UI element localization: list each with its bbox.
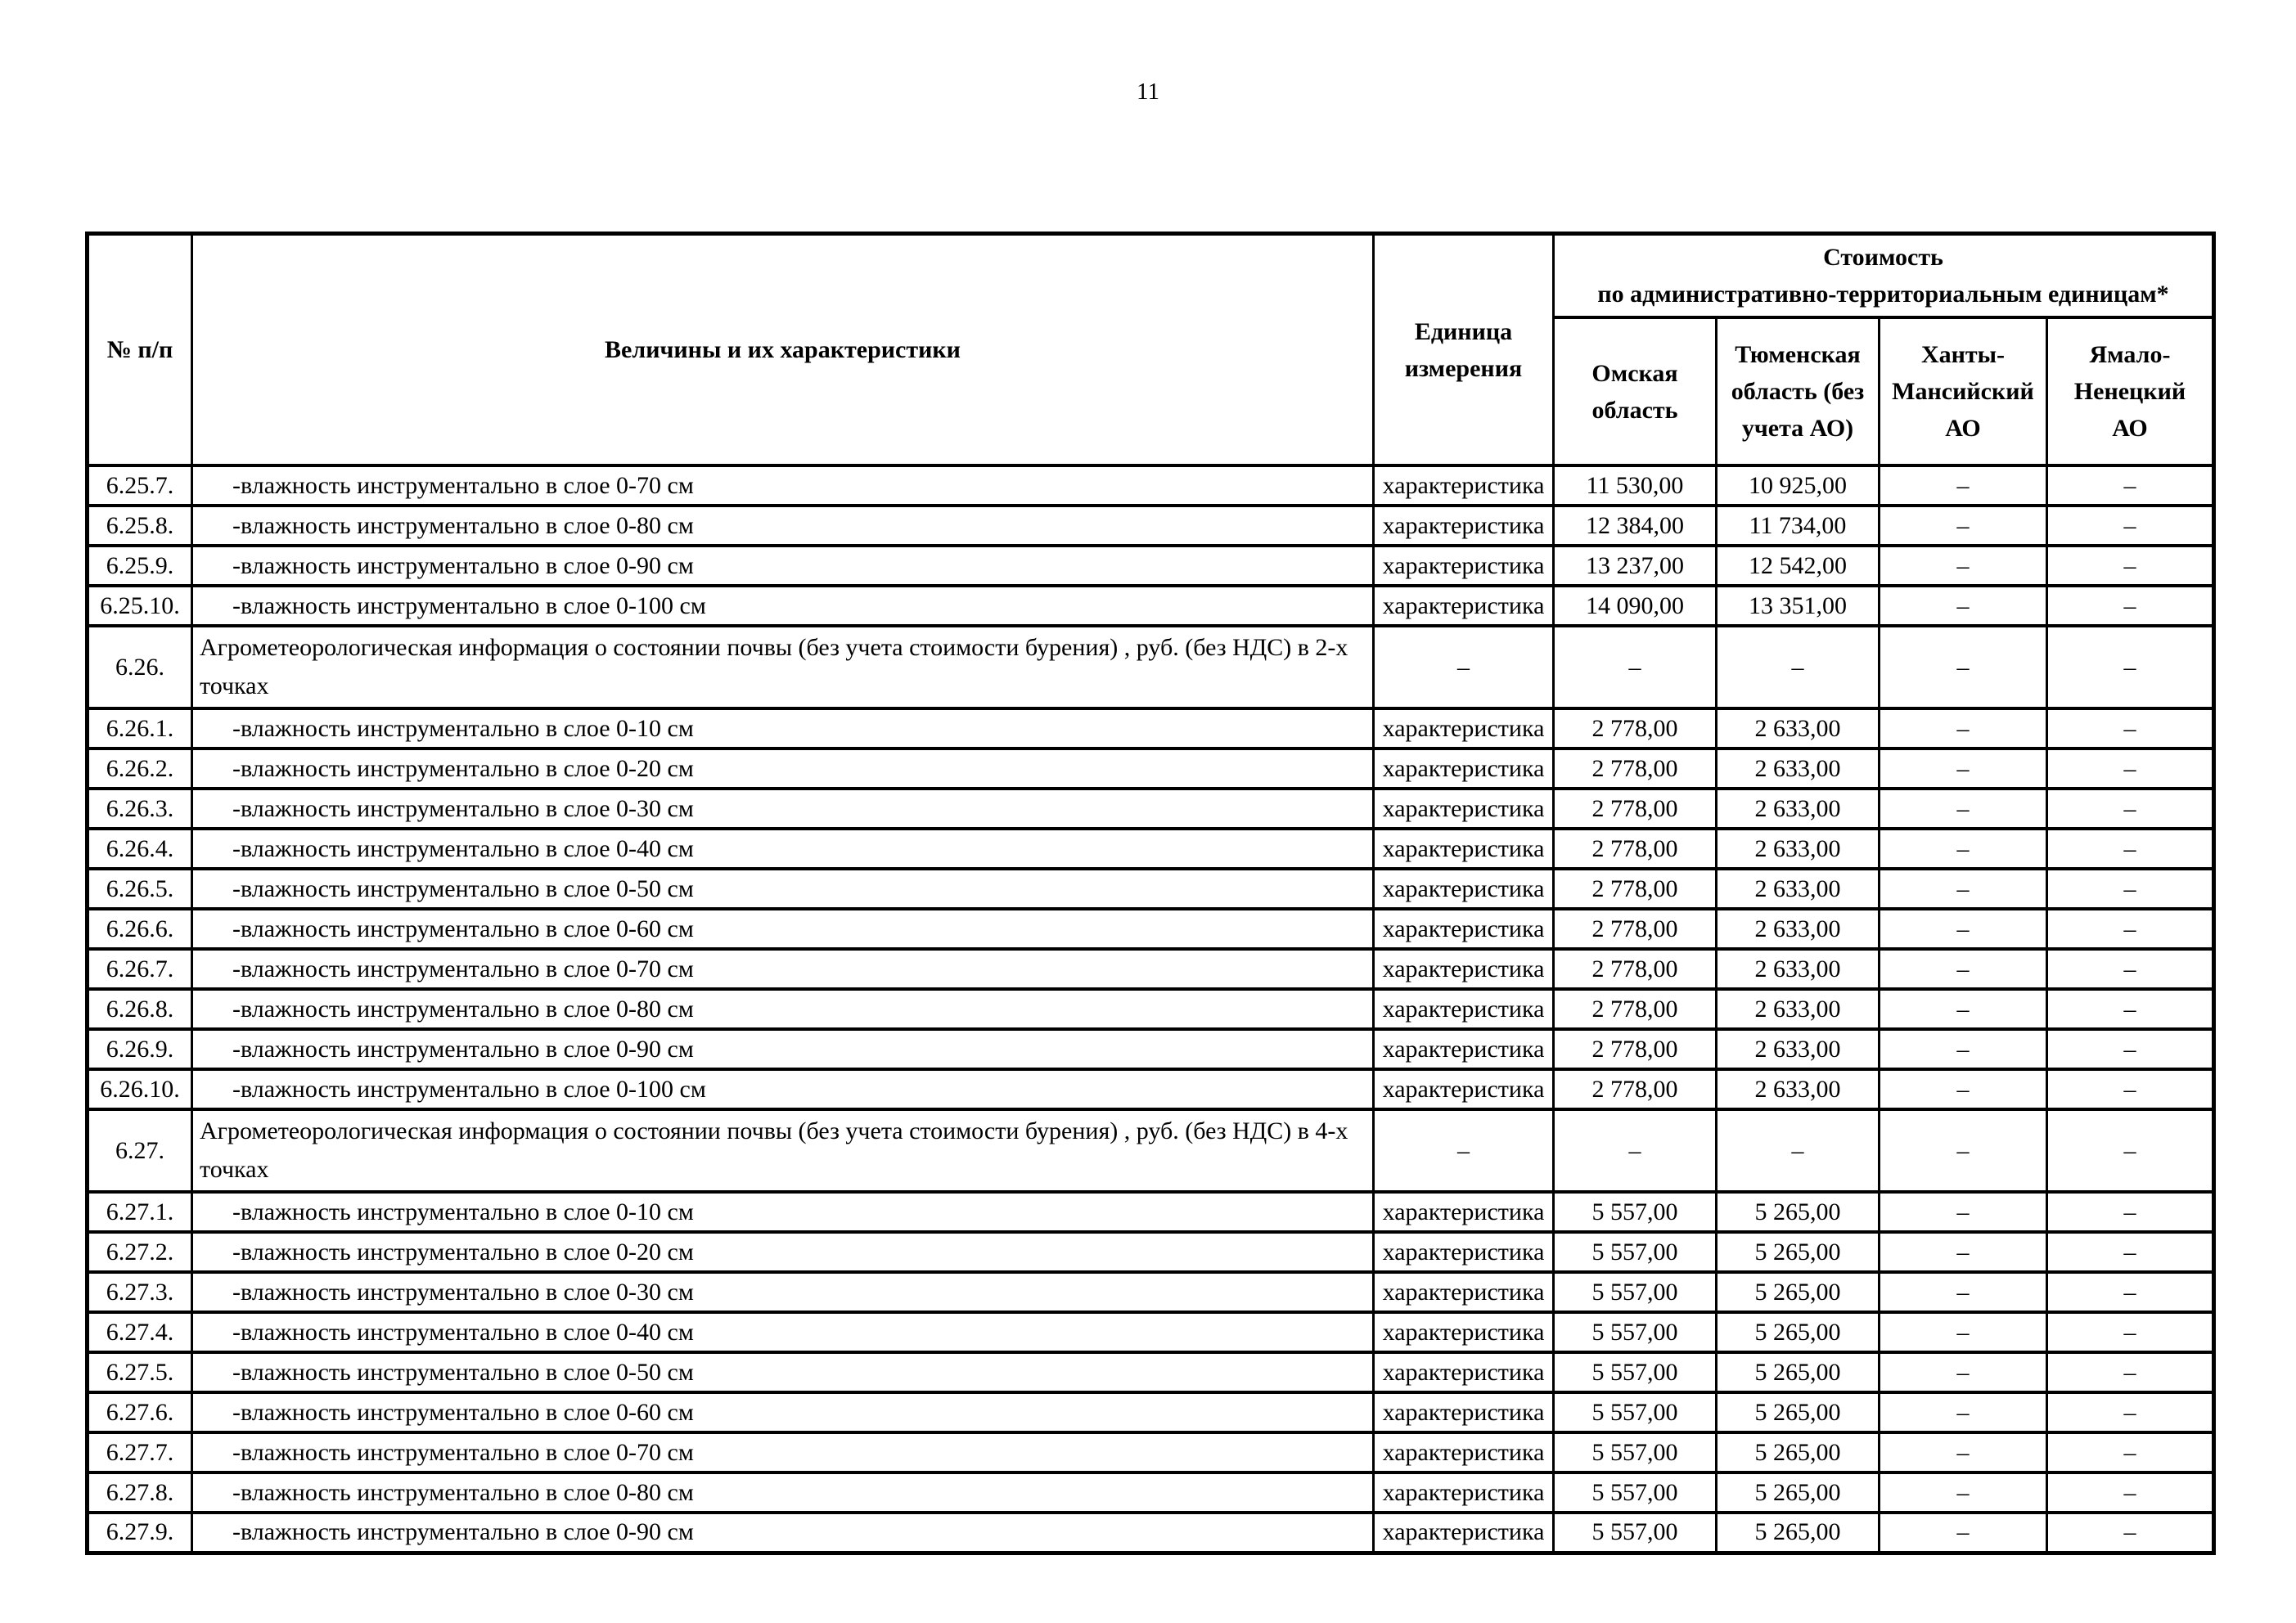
row-unit-cell: характеристика [1374, 829, 1554, 869]
row-value-yamal-cell: – [2047, 708, 2214, 749]
row-value-yamal-cell: – [2047, 869, 2214, 909]
row-number-cell: 6.27.5. [88, 1352, 192, 1392]
row-description-cell: -влажность инструментально в слое 0-30 см [192, 789, 1374, 829]
row-value-omsk-cell: 2 778,00 [1554, 989, 1717, 1029]
row-value-khanty-cell: – [1880, 1432, 2047, 1472]
row-value-khanty-cell: – [1880, 1029, 2047, 1069]
row-value-yamal-cell: – [2047, 1432, 2214, 1472]
row-value-khanty-cell: – [1880, 1352, 2047, 1392]
row-value-omsk-cell: – [1554, 1109, 1717, 1192]
row-unit-cell: характеристика [1374, 1029, 1554, 1069]
row-unit-cell: характеристика [1374, 1513, 1554, 1553]
row-value-tyumen-cell: 13 351,00 [1717, 586, 1880, 626]
header-cell-region-khanty: Ханты-Мансийский АО [1880, 317, 2047, 465]
row-value-khanty-cell: – [1880, 1392, 2047, 1432]
row-value-omsk-cell: 5 557,00 [1554, 1272, 1717, 1312]
row-description-cell: Агрометеорологическая информация о состоянии почвы (без учета стоимости бурения) , руб. (без НДС) в 4-х точках [192, 1109, 1374, 1192]
row-number-cell: 6.25.9. [88, 546, 192, 586]
row-description-cell: -влажность инструментально в слое 0-70 см [192, 949, 1374, 989]
row-value-yamal-cell: – [2047, 1232, 2214, 1272]
price-table [85, 232, 2216, 1555]
header-cell-number: № п/п [88, 234, 192, 466]
row-unit-cell: характеристика [1374, 869, 1554, 909]
row-unit-cell: характеристика [1374, 1192, 1554, 1232]
cost-group-title-line2: по административно-территориальным единицам* [1597, 281, 2169, 308]
table-row-section [88, 626, 2214, 708]
row-value-tyumen-cell: 2 633,00 [1717, 1029, 1880, 1069]
row-number-cell: 6.26. [88, 626, 192, 708]
row-description-cell: -влажность инструментально в слое 0-90 см [192, 546, 1374, 586]
row-description-cell: -влажность инструментально в слое 0-60 см [192, 1392, 1374, 1432]
row-unit-cell: характеристика [1374, 465, 1554, 506]
row-unit-cell: характеристика [1374, 1352, 1554, 1392]
row-unit-cell: характеристика [1374, 1472, 1554, 1513]
row-unit-cell: характеристика [1374, 949, 1554, 989]
table-row [88, 1192, 2214, 1232]
row-value-khanty-cell: – [1880, 586, 2047, 626]
row-value-tyumen-cell: 5 265,00 [1717, 1232, 1880, 1272]
row-value-khanty-cell: – [1880, 1232, 2047, 1272]
row-number-cell: 6.26.4. [88, 829, 192, 869]
row-value-tyumen-cell: – [1717, 626, 1880, 708]
row-value-omsk-cell: 2 778,00 [1554, 909, 1717, 949]
row-number-cell: 6.27.8. [88, 1472, 192, 1513]
row-value-omsk-cell: 14 090,00 [1554, 586, 1717, 626]
row-description-cell: -влажность инструментально в слое 0-40 см [192, 829, 1374, 869]
row-value-tyumen-cell: 2 633,00 [1717, 829, 1880, 869]
row-value-omsk-cell: 2 778,00 [1554, 708, 1717, 749]
row-value-omsk-cell: 13 237,00 [1554, 546, 1717, 586]
table-row [88, 789, 2214, 829]
row-value-tyumen-cell: 5 265,00 [1717, 1352, 1880, 1392]
row-description-cell: -влажность инструментально в слое 0-100 см [192, 586, 1374, 626]
row-number-cell: 6.26.9. [88, 1029, 192, 1069]
row-value-yamal-cell: – [2047, 546, 2214, 586]
row-value-yamal-cell: – [2047, 1272, 2214, 1312]
header-cell-unit: Единица измерения [1374, 234, 1554, 466]
row-value-tyumen-cell: 2 633,00 [1717, 708, 1880, 749]
table-row [88, 1029, 2214, 1069]
row-value-tyumen-cell: 5 265,00 [1717, 1192, 1880, 1232]
table-row [88, 1432, 2214, 1472]
row-description-cell: Агрометеорологическая информация о состоянии почвы (без учета стоимости бурения) , руб. (без НДС) в 2-х точках [192, 626, 1374, 708]
row-unit-cell: – [1374, 626, 1554, 708]
header-cell-description: Величины и их характеристики [192, 234, 1374, 466]
row-value-tyumen-cell: 2 633,00 [1717, 869, 1880, 909]
table-row [88, 989, 2214, 1029]
table-row [88, 546, 2214, 586]
row-number-cell: 6.27. [88, 1109, 192, 1192]
row-description-cell: -влажность инструментально в слое 0-20 см [192, 1232, 1374, 1272]
row-description-cell: -влажность инструментально в слое 0-80 см [192, 506, 1374, 546]
row-number-cell: 6.26.3. [88, 789, 192, 829]
row-unit-cell: характеристика [1374, 1392, 1554, 1432]
row-value-yamal-cell: – [2047, 1352, 2214, 1392]
row-unit-cell: характеристика [1374, 1272, 1554, 1312]
row-value-khanty-cell: – [1880, 506, 2047, 546]
row-value-tyumen-cell: 2 633,00 [1717, 989, 1880, 1029]
row-unit-cell: характеристика [1374, 708, 1554, 749]
table-row [88, 1472, 2214, 1513]
row-number-cell: 6.27.4. [88, 1312, 192, 1352]
row-number-cell: 6.27.1. [88, 1192, 192, 1232]
row-unit-cell: характеристика [1374, 789, 1554, 829]
row-value-yamal-cell: – [2047, 909, 2214, 949]
table-row [88, 909, 2214, 949]
row-value-khanty-cell: – [1880, 869, 2047, 909]
row-value-tyumen-cell: 2 633,00 [1717, 749, 1880, 789]
row-value-omsk-cell: 5 557,00 [1554, 1513, 1717, 1553]
row-description-cell: -влажность инструментально в слое 0-90 см [192, 1513, 1374, 1553]
table-row-section [88, 1109, 2214, 1192]
row-number-cell: 6.25.10. [88, 586, 192, 626]
row-value-yamal-cell: – [2047, 506, 2214, 546]
row-value-omsk-cell: 2 778,00 [1554, 749, 1717, 789]
row-unit-cell: характеристика [1374, 989, 1554, 1029]
table-row [88, 1352, 2214, 1392]
table-row [88, 829, 2214, 869]
row-value-tyumen-cell: 5 265,00 [1717, 1392, 1880, 1432]
row-value-omsk-cell: 5 557,00 [1554, 1352, 1717, 1392]
row-unit-cell: характеристика [1374, 1069, 1554, 1109]
row-unit-cell: характеристика [1374, 749, 1554, 789]
row-unit-cell: характеристика [1374, 506, 1554, 546]
row-value-omsk-cell: 2 778,00 [1554, 829, 1717, 869]
row-value-yamal-cell: – [2047, 789, 2214, 829]
row-number-cell: 6.26.10. [88, 1069, 192, 1109]
row-value-yamal-cell: – [2047, 829, 2214, 869]
row-unit-cell: характеристика [1374, 586, 1554, 626]
table-body [88, 465, 2214, 1553]
row-description-cell: -влажность инструментально в слое 0-50 см [192, 1352, 1374, 1392]
row-number-cell: 6.26.2. [88, 749, 192, 789]
row-unit-cell: характеристика [1374, 546, 1554, 586]
row-description-cell: -влажность инструментально в слое 0-10 см [192, 1192, 1374, 1232]
row-number-cell: 6.25.7. [88, 465, 192, 506]
page-number: 11 [1137, 79, 1159, 105]
row-value-omsk-cell: 5 557,00 [1554, 1432, 1717, 1472]
row-value-tyumen-cell: 5 265,00 [1717, 1272, 1880, 1312]
table-row [88, 1392, 2214, 1432]
row-value-yamal-cell: – [2047, 989, 2214, 1029]
table-row [88, 1513, 2214, 1553]
row-value-khanty-cell: – [1880, 909, 2047, 949]
row-description-cell: -влажность инструментально в слое 0-90 см [192, 1029, 1374, 1069]
row-value-yamal-cell: – [2047, 1472, 2214, 1513]
row-value-khanty-cell: – [1880, 1513, 2047, 1553]
row-description-cell: -влажность инструментально в слое 0-80 см [192, 989, 1374, 1029]
row-value-omsk-cell: 2 778,00 [1554, 1029, 1717, 1069]
table-row [88, 506, 2214, 546]
row-number-cell: 6.26.8. [88, 989, 192, 1029]
row-description-cell: -влажность инструментально в слое 0-10 см [192, 708, 1374, 749]
row-number-cell: 6.27.2. [88, 1232, 192, 1272]
cost-group-title-line1: Стоимость [1823, 244, 1943, 271]
row-value-yamal-cell: – [2047, 626, 2214, 708]
row-value-omsk-cell: 5 557,00 [1554, 1232, 1717, 1272]
table-row [88, 1312, 2214, 1352]
row-number-cell: 6.25.8. [88, 506, 192, 546]
row-description-cell: -влажность инструментально в слое 0-20 см [192, 749, 1374, 789]
row-number-cell: 6.27.6. [88, 1392, 192, 1432]
row-value-khanty-cell: – [1880, 829, 2047, 869]
row-value-khanty-cell: – [1880, 1272, 2047, 1312]
row-value-yamal-cell: – [2047, 1029, 2214, 1069]
row-value-tyumen-cell: 5 265,00 [1717, 1472, 1880, 1513]
table-row [88, 1232, 2214, 1272]
row-value-tyumen-cell: 12 542,00 [1717, 546, 1880, 586]
row-value-omsk-cell: 5 557,00 [1554, 1192, 1717, 1232]
row-value-yamal-cell: – [2047, 586, 2214, 626]
row-value-tyumen-cell: 5 265,00 [1717, 1312, 1880, 1352]
row-value-tyumen-cell: 2 633,00 [1717, 949, 1880, 989]
row-description-cell: -влажность инструментально в слое 0-60 см [192, 909, 1374, 949]
row-number-cell: 6.27.3. [88, 1272, 192, 1312]
table-row [88, 708, 2214, 749]
row-number-cell: 6.26.6. [88, 909, 192, 949]
row-value-omsk-cell: 12 384,00 [1554, 506, 1717, 546]
table-row [88, 869, 2214, 909]
row-value-khanty-cell: – [1880, 546, 2047, 586]
row-number-cell: 6.26.5. [88, 869, 192, 909]
row-value-yamal-cell: – [2047, 1312, 2214, 1352]
row-value-tyumen-cell: 2 633,00 [1717, 789, 1880, 829]
row-description-cell: -влажность инструментально в слое 0-80 см [192, 1472, 1374, 1513]
row-value-omsk-cell: – [1554, 626, 1717, 708]
table-row [88, 586, 2214, 626]
row-value-yamal-cell: – [2047, 749, 2214, 789]
row-unit-cell: характеристика [1374, 1312, 1554, 1352]
row-number-cell: 6.26.7. [88, 949, 192, 989]
row-value-omsk-cell: 5 557,00 [1554, 1472, 1717, 1513]
header-cell-region-yamal: Ямало-Ненецкий АО [2047, 317, 2214, 465]
row-value-tyumen-cell: 5 265,00 [1717, 1432, 1880, 1472]
row-value-yamal-cell: – [2047, 1109, 2214, 1192]
row-unit-cell: характеристика [1374, 1432, 1554, 1472]
table-row [88, 1069, 2214, 1109]
header-cell-region-omsk: Омская область [1554, 317, 1717, 465]
row-value-yamal-cell: – [2047, 465, 2214, 506]
row-value-yamal-cell: – [2047, 949, 2214, 989]
row-description-cell: -влажность инструментально в слое 0-40 см [192, 1312, 1374, 1352]
row-value-omsk-cell: 2 778,00 [1554, 1069, 1717, 1109]
row-description-cell: -влажность инструментально в слое 0-100 см [192, 1069, 1374, 1109]
row-value-tyumen-cell: 2 633,00 [1717, 909, 1880, 949]
row-description-cell: -влажность инструментально в слое 0-70 см [192, 465, 1374, 506]
row-number-cell: 6.27.7. [88, 1432, 192, 1472]
row-value-omsk-cell: 2 778,00 [1554, 789, 1717, 829]
table-header [88, 234, 2214, 466]
table-row [88, 749, 2214, 789]
row-value-khanty-cell: – [1880, 989, 2047, 1029]
table-row [88, 465, 2214, 506]
row-value-tyumen-cell: 10 925,00 [1717, 465, 1880, 506]
row-unit-cell: – [1374, 1109, 1554, 1192]
row-value-yamal-cell: – [2047, 1513, 2214, 1553]
row-value-khanty-cell: – [1880, 626, 2047, 708]
row-value-tyumen-cell: 2 633,00 [1717, 1069, 1880, 1109]
table-row [88, 1272, 2214, 1312]
row-value-tyumen-cell: 5 265,00 [1717, 1513, 1880, 1553]
row-number-cell: 6.26.1. [88, 708, 192, 749]
row-value-khanty-cell: – [1880, 465, 2047, 506]
header-cell-cost-group [1554, 234, 2214, 318]
table-row [88, 949, 2214, 989]
row-value-tyumen-cell: 11 734,00 [1717, 506, 1880, 546]
row-value-khanty-cell: – [1880, 708, 2047, 749]
row-value-khanty-cell: – [1880, 1472, 2047, 1513]
row-value-omsk-cell: 2 778,00 [1554, 869, 1717, 909]
row-value-khanty-cell: – [1880, 949, 2047, 989]
header-cell-region-tyumen: Тюменская область (без учета АО) [1717, 317, 1880, 465]
row-number-cell: 6.27.9. [88, 1513, 192, 1553]
row-value-khanty-cell: – [1880, 1109, 2047, 1192]
row-description-cell: -влажность инструментально в слое 0-30 см [192, 1272, 1374, 1312]
row-description-cell: -влажность инструментально в слое 0-70 см [192, 1432, 1374, 1472]
row-value-yamal-cell: – [2047, 1192, 2214, 1232]
row-unit-cell: характеристика [1374, 909, 1554, 949]
row-value-omsk-cell: 5 557,00 [1554, 1312, 1717, 1352]
row-value-khanty-cell: – [1880, 789, 2047, 829]
row-value-yamal-cell: – [2047, 1392, 2214, 1432]
row-value-omsk-cell: 5 557,00 [1554, 1392, 1717, 1432]
row-unit-cell: характеристика [1374, 1232, 1554, 1272]
row-value-khanty-cell: – [1880, 1312, 2047, 1352]
row-value-khanty-cell: – [1880, 1069, 2047, 1109]
row-value-khanty-cell: – [1880, 1192, 2047, 1232]
row-value-khanty-cell: – [1880, 749, 2047, 789]
row-value-tyumen-cell: – [1717, 1109, 1880, 1192]
row-value-omsk-cell: 2 778,00 [1554, 949, 1717, 989]
row-value-yamal-cell: – [2047, 1069, 2214, 1109]
row-value-omsk-cell: 11 530,00 [1554, 465, 1717, 506]
row-description-cell: -влажность инструментально в слое 0-50 см [192, 869, 1374, 909]
